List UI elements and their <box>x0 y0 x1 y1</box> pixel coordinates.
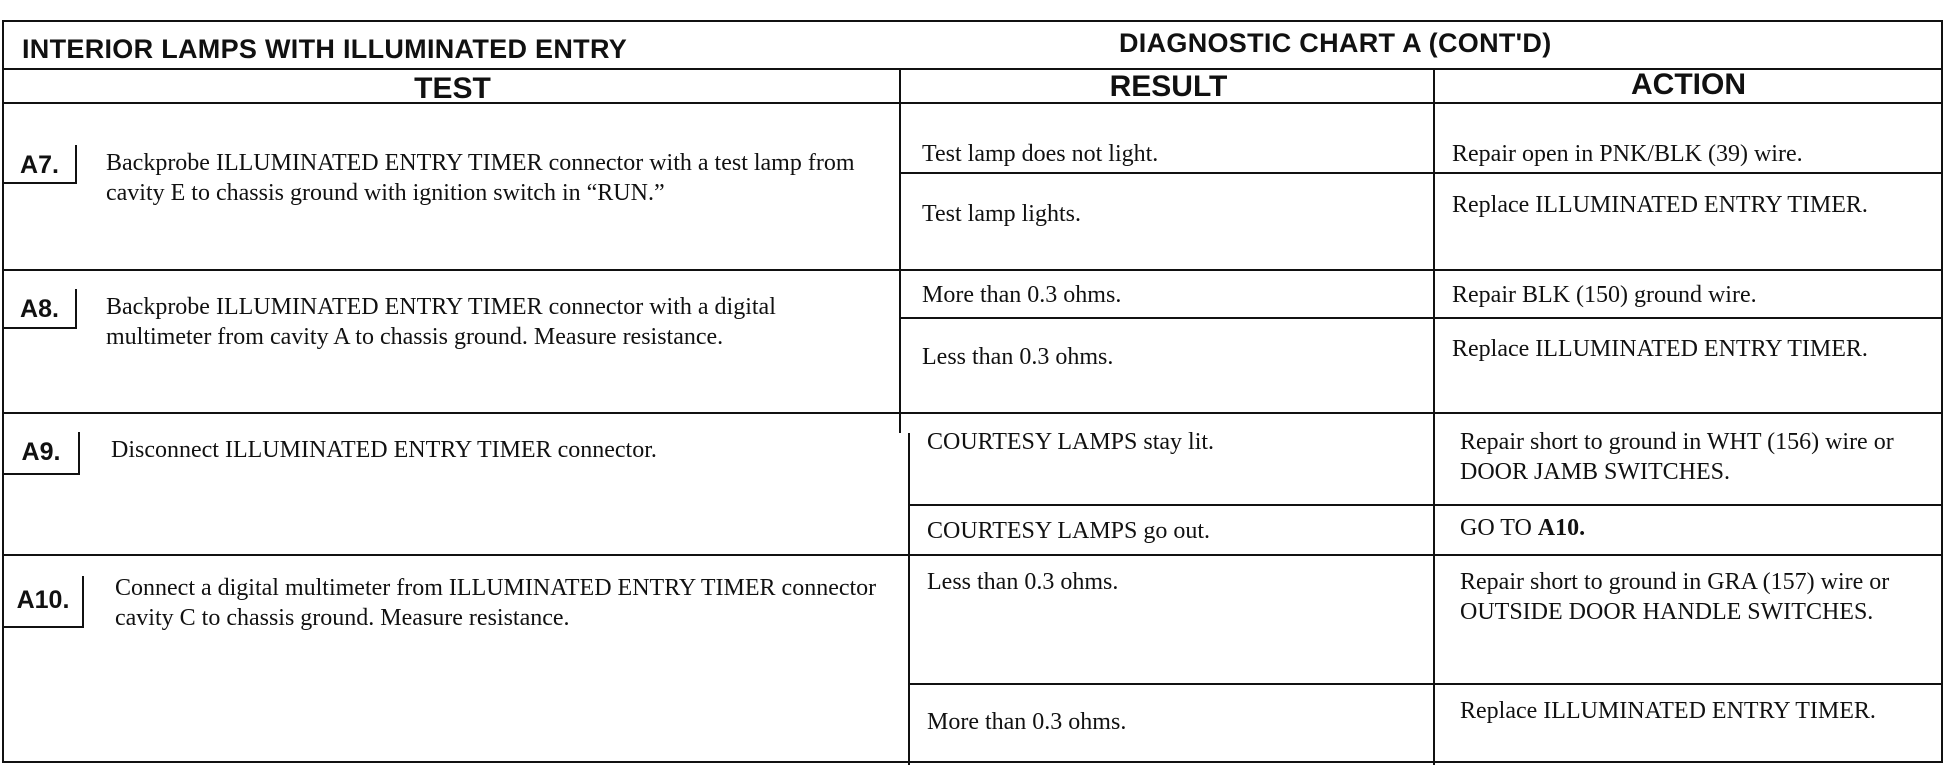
step-id-a9: A9. <box>4 432 80 475</box>
go-to-text: GO TO <box>1460 515 1532 541</box>
step-id-a7: A7. <box>4 145 77 184</box>
action-a9-1: Repair short to ground in WHT (156) wire or DOOR JAMB SWITCHES. <box>1460 429 1894 485</box>
column-header-action: ACTION <box>1631 68 1746 101</box>
action-a10-2: Replace ILLUMINATED ENTRY TIMER. <box>1460 698 1876 724</box>
result-a8-1: More than 0.3 ohms. <box>922 282 1122 308</box>
result-a9-2: COURTESY LAMPS go out. <box>927 518 1211 544</box>
row-divider-a9 <box>908 504 1941 506</box>
action-a8-1: Repair BLK (150) ground wire. <box>1452 282 1757 308</box>
row-divider-a8 <box>899 317 1941 319</box>
action-a7-2: Replace ILLUMINATED ENTRY TIMER. <box>1452 192 1868 218</box>
step-divider-a7-a8 <box>4 269 1941 271</box>
step-id-a10: A10. <box>4 576 84 628</box>
test-text-a7: Backprobe ILLUMINATED ENTRY TIMER connector with a test lamp from cavity E to chassis ground with ignition switch in “RUN.” <box>106 150 855 206</box>
step-id-a8: A8. <box>4 289 77 329</box>
test-text-a10: Connect a digital multimeter from ILLUMINATED ENTRY TIMER connector cavity C to chassis ground. Measure resistance. <box>115 575 877 631</box>
test-result-divider-upper <box>899 68 901 433</box>
diagnostic-chart <box>2 20 1943 763</box>
result-a7-2: Test lamp lights. <box>922 201 1081 227</box>
step-divider-a9-a10 <box>4 554 1941 556</box>
result-a7-1: Test lamp does not light. <box>922 141 1159 167</box>
chart-title: INTERIOR LAMPS WITH ILLUMINATED ENTRY <box>22 34 628 64</box>
action-a8-2: Replace ILLUMINATED ENTRY TIMER. <box>1452 336 1868 362</box>
action-a9-2 <box>1460 513 1930 543</box>
go-to-step-ref: A10. <box>1537 515 1586 541</box>
step-divider-a8-a9 <box>4 412 1941 414</box>
result-a10-2: More than 0.3 ohms. <box>927 709 1127 735</box>
test-result-divider-lower <box>908 433 910 765</box>
column-header-result: RESULT <box>1109 70 1228 103</box>
result-a10-1: Less than 0.3 ohms. <box>927 569 1119 595</box>
test-text-a9: Disconnect ILLUMINATED ENTRY TIMER connector. <box>111 437 657 463</box>
action-a10-1: Repair short to ground in GRA (157) wire or OUTSIDE DOOR HANDLE SWITCHES. <box>1460 569 1890 625</box>
action-a7-1: Repair open in PNK/BLK (39) wire. <box>1452 141 1803 167</box>
chart-label: DIAGNOSTIC CHART A (CONT'D) <box>1119 28 1552 58</box>
result-a9-1: COURTESY LAMPS stay lit. <box>927 429 1215 455</box>
row-divider-a10 <box>908 683 1941 685</box>
test-text-a8: Backprobe ILLUMINATED ENTRY TIMER connector with a digital multimeter from cavity A to chassis ground. Measure resistance. <box>106 294 776 350</box>
row-divider-a7 <box>899 172 1941 174</box>
result-a8-2: Less than 0.3 ohms. <box>922 344 1114 370</box>
column-header-test: TEST <box>414 72 491 105</box>
